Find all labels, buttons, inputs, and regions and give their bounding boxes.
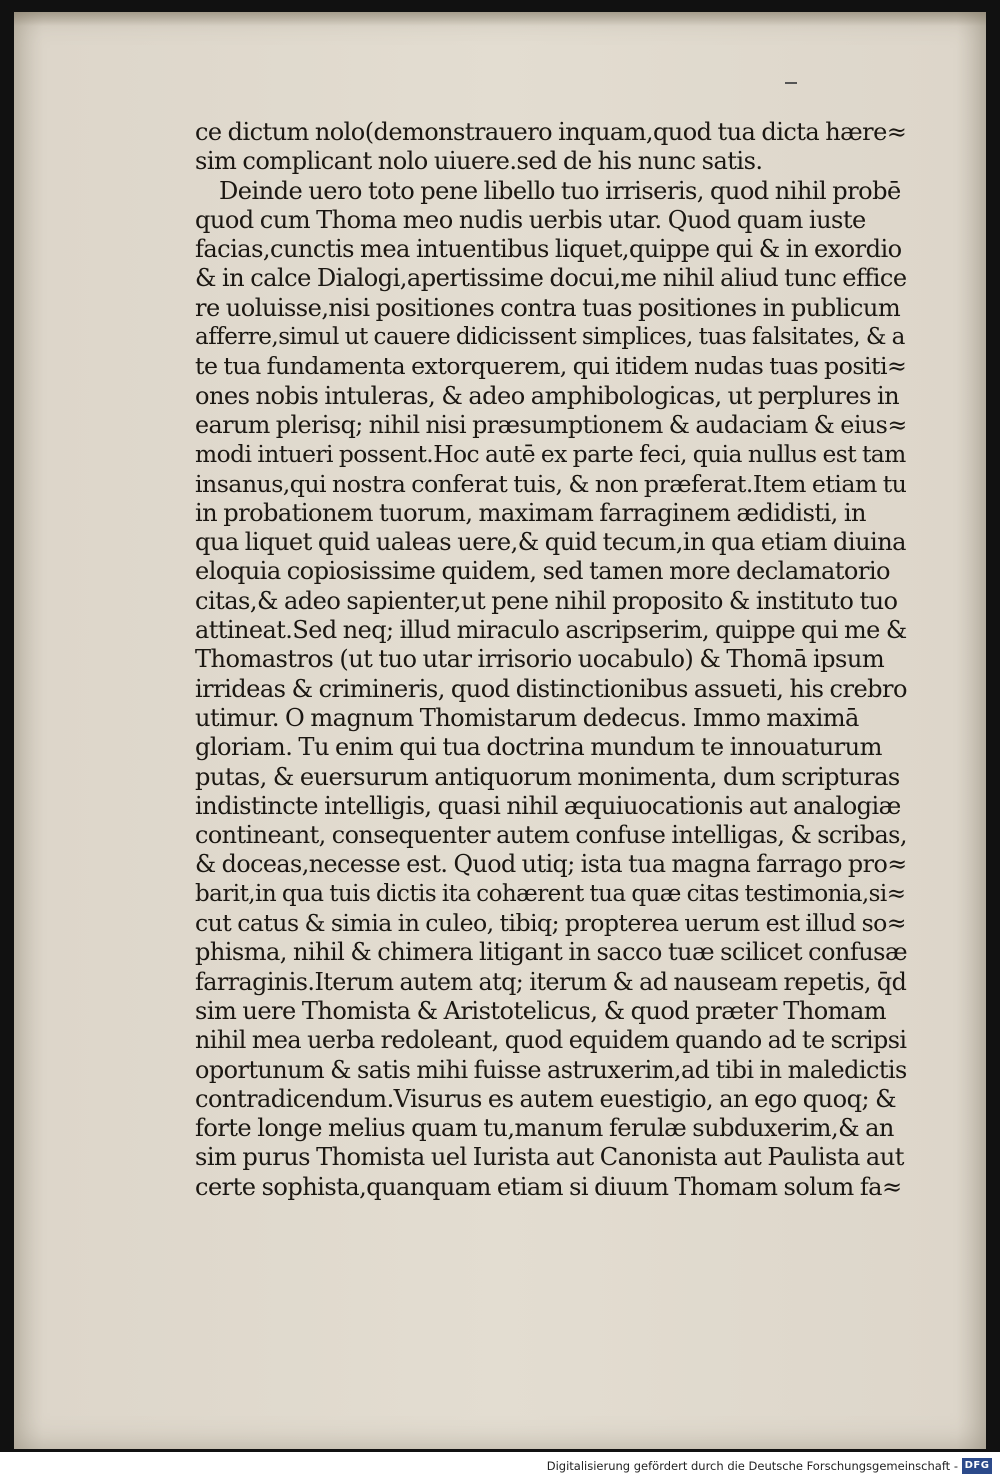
- text-line: gloriam. Tu enim qui tua doctrina mundum te innouaturum: [195, 733, 882, 762]
- text-line: qua liquet quid ualeas uere,& quid tecum,in qua etiam diuina: [195, 528, 906, 557]
- text-line: ones nobis intuleras, & adeo amphibologicas, ut perplures in: [195, 381, 900, 410]
- text-line: cut catus & simia in culeo, tibiq; propterea uerum est illud so≈: [195, 909, 907, 938]
- text-line: in probationem tuorum, maximam farraginem ædidisti, in: [195, 498, 867, 527]
- text-line: certe sophista,quanquam etiam si diuum Thomam solum fa≈: [195, 1172, 902, 1201]
- text-line: Thomastros (ut tuo utar irrisorio uocabulo) & Thomā ipsum: [195, 645, 885, 674]
- text-line: nihil mea uerba redoleant, quod equidem quando ad te scripsi: [195, 1026, 907, 1055]
- text-line: citas,& adeo sapienter,ut pene nihil proposito & instituto tuo: [195, 586, 898, 615]
- text-line: sim complicant nolo uiuere.sed de his nunc satis.: [195, 147, 763, 176]
- text-line: & in calce Dialogi,apertissime docui,me nihil aliud tunc effice: [195, 264, 907, 293]
- text-line: ce dictum nolo(demonstrauero inquam,quod tua dicta hære≈: [195, 118, 907, 146]
- text-line: oportunum & satis mihi fuisse astruxerim,ad tibi in maledictis: [195, 1055, 907, 1084]
- text-line: earum plerisq; nihil nisi præsumptionem & audaciam & eius≈: [195, 410, 907, 439]
- body-text: [195, 118, 910, 1202]
- funding-credit: Digitalisierung gefördert durch die Deutsche Forschungsgemeinschaft -: [546, 1459, 958, 1473]
- text-line: sim uere Thomista & Aristotelicus, & quod præter Thomam: [195, 996, 887, 1025]
- text-line: sim purus Thomista uel Iurista aut Canonista aut Paulista aut: [195, 1143, 904, 1172]
- text-line: afferre,simul ut cauere didicissent simplices, tuas falsitates, & a: [195, 324, 905, 351]
- text-line: phisma, nihil & chimera litigant in sacco tuæ scilicet confusæ: [195, 938, 907, 967]
- text-line: modi intueri possent.Hoc autē ex parte feci, quia nullus est tam: [195, 440, 906, 469]
- text-line: irrideas & crimineris, quod distinctionibus assueti, his crebro: [195, 674, 907, 703]
- text-line: contradicendum.Visurus es autem euestigio, an ego quoq; &: [195, 1084, 897, 1113]
- text-line: putas, & euersurum antiquorum monimenta, dum scripturas: [195, 762, 900, 791]
- footer-bar: [0, 1452, 1000, 1483]
- text-line: contineant, consequenter autem confuse intelligas, & scribas,: [195, 821, 907, 850]
- text-line: insanus,qui nostra conferat tuis, & non præferat.Item etiam tu: [195, 469, 907, 498]
- text-line: te tua fundamenta extorquerem, qui itidem nudas tuas positi≈: [195, 352, 907, 381]
- text-line: facias,cunctis mea intuentibus liquet,quippe qui & in exordio: [195, 235, 902, 264]
- dfg-logo-icon[interactable]: DFG: [962, 1458, 992, 1474]
- text-line: eloquia copiosissime quidem, sed tamen more declamatorio: [195, 557, 890, 586]
- text-line: utimur. O magnum Thomistarum dedecus. Immo maximā: [195, 703, 859, 732]
- text-line: barit,in qua tuis dictis ita cohærent tua quæ citas testimonia,si≈: [195, 880, 906, 907]
- text-line: attineat.Sed neq; illud miraculo ascripserim, quippe qui me &: [195, 616, 907, 645]
- page-corner-mark: [785, 82, 797, 84]
- text-line: re uoluisse,nisi positiones contra tuas positiones in publicum: [195, 293, 901, 322]
- text-line: farraginis.Iterum autem atq; iterum & ad nauseam repetis, q̄d: [195, 967, 907, 996]
- text-line: indistincte intelligis, quasi nihil æquiuocationis aut analogiæ: [195, 791, 901, 820]
- text-line: forte longe melius quam tu,manum ferulæ subduxerim,& an: [195, 1114, 894, 1143]
- text-line: quod cum Thoma meo nudis uerbis utar. Quod quam iuste: [195, 205, 866, 234]
- text-line: & doceas,necesse est. Quod utiq; ista tua magna farrago pro≈: [195, 850, 907, 879]
- page-edge-shadow: [14, 12, 986, 26]
- text-line: Deinde uero toto pene libello tuo irriseris, quod nihil probē: [219, 176, 901, 205]
